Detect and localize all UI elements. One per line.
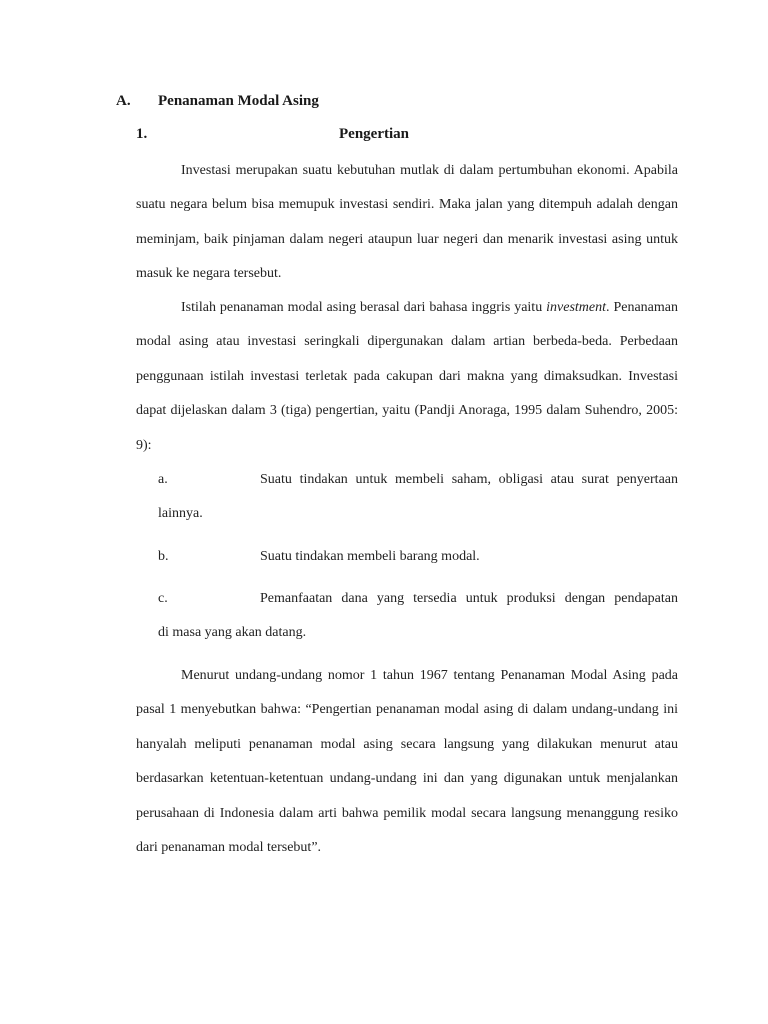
subsection-number: 1. <box>136 126 148 142</box>
list-item-marker: a. <box>158 472 168 487</box>
list-item-marker: b. <box>158 549 169 564</box>
section-letter: A. <box>116 93 131 109</box>
paragraph-investasi: Investasi merupakan suatu kebutuhan mutlak di dalam pertumbuhan ekonomi. Apabila suatu negara belum bisa memupuk investasi sendiri. Maka jalan yang ditempuh adalah dengan meminjam, baik pinjaman dalam negeri ataupun luar negeri dan menarik investasi asing untuk masuk ke negara tersebut. <box>136 163 678 282</box>
list-item-text: Suatu tindakan untuk membeli saham, obligasi atau surat penyertaan <box>260 472 678 487</box>
list-item-b <box>158 540 678 574</box>
list-item-first-line <box>158 540 678 574</box>
list-item-marker: c. <box>158 591 168 606</box>
list-item-continuation: lainnya. <box>158 506 203 522</box>
list-item-text: Suatu tindakan membeli barang modal. <box>260 549 480 564</box>
paragraph-istilah <box>136 291 678 463</box>
paragraph-undang-undang: Menurut undang-undang nomor 1 tahun 1967 tentang Penanaman Modal Asing pada pasal 1 menyebutkan bahwa: “Pengertian penanaman modal asing di dalam undang-undang ini hanyalah meliputi penanaman modal asing secara langsung yang dilakukan menurut atau berdasarkan ketentuan-ketentuan undang-undang ini dan yang digunakan untuk menjalankan perusahaan di Indonesia dalam arti bahwa pemilik modal secara langsung menanggung resiko dari penanaman modal tersebut”. <box>136 668 678 856</box>
list-item-first-line <box>158 582 678 616</box>
list-item-a <box>158 463 678 532</box>
list-item-text: Pemanfaatan dana yang tersedia untuk produksi dengan pendapatan <box>260 591 678 606</box>
paragraph-istilah-italic-term: investment <box>546 300 607 315</box>
paragraph-istilah-text-after: . Penanaman modal asing atau investasi seringkali dipergunakan dalam artian berbeda-beda. Perbedaan penggunaan istilah investasi terletak pada cakupan dari makna yang dimaksudkan. Investasi dapat dijelaskan dalam 3 (tiga) pengertian, yaitu (Pandji Anoraga, 1995 dalam Suhendro, 2005: 9): <box>136 300 679 453</box>
list-item-continuation: di masa yang akan datang. <box>158 625 307 641</box>
list-item-c <box>158 582 678 651</box>
subsection-title: Pengertian <box>339 126 409 142</box>
section-title: Penanaman Modal Asing <box>158 93 319 109</box>
list-item-first-line <box>158 463 678 497</box>
paragraph-istilah-text-before: Istilah penanaman modal asing berasal dari bahasa inggris yaitu <box>181 300 547 315</box>
